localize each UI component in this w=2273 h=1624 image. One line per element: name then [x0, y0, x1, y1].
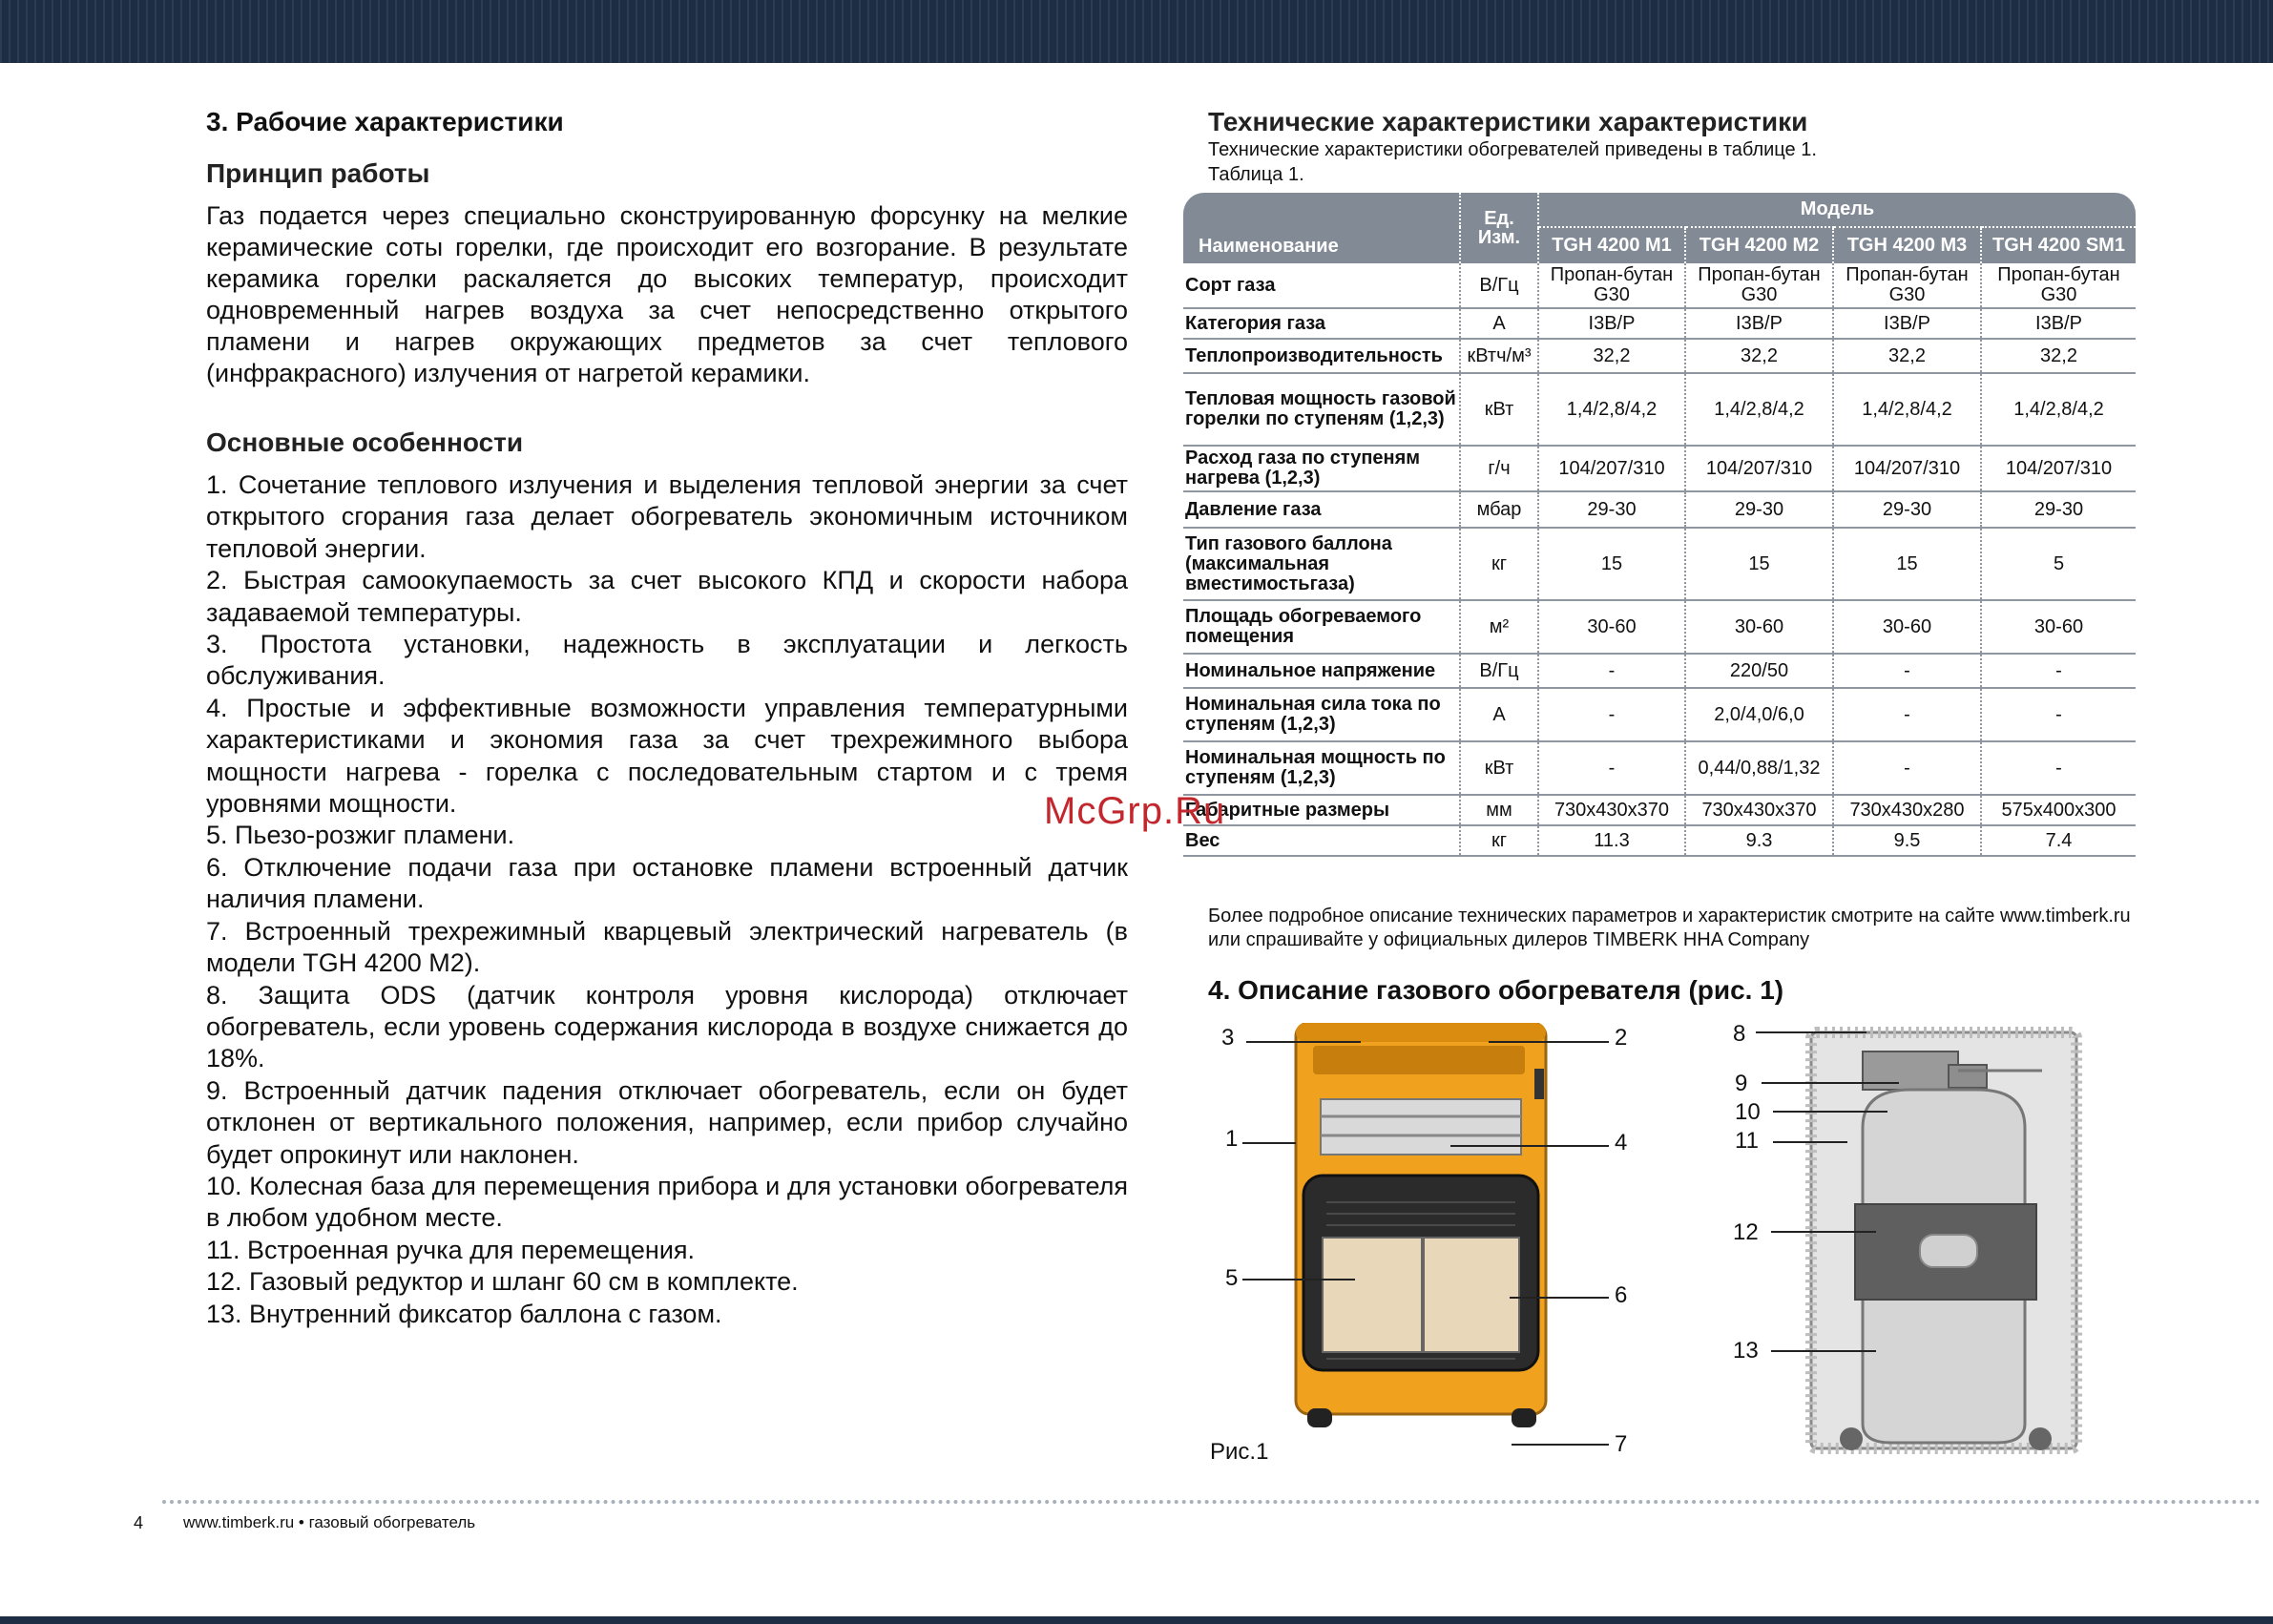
model-header: TGH 4200 M3: [1833, 227, 1981, 263]
row-value: 32,2: [1981, 339, 2136, 373]
callout-line: [1773, 1141, 1847, 1143]
tech-title: Технические характеристики характеристики: [1208, 107, 1808, 136]
row-value: 9.3: [1685, 825, 1833, 856]
header-name: Наименование: [1183, 193, 1460, 263]
row-name: Давление газа: [1183, 491, 1460, 528]
row-value: 29-30: [1833, 491, 1981, 528]
row-unit: А: [1460, 308, 1538, 339]
row-value: Пропан-бутан G30: [1833, 263, 1981, 308]
callout-10: 10: [1735, 1099, 1761, 1125]
row-value: 0,44/0,88/1,32: [1685, 741, 1833, 795]
page-number: 4: [134, 1513, 144, 1532]
row-value: 29-30: [1981, 491, 2136, 528]
row-unit: г/ч: [1460, 446, 1538, 491]
callout-6: 6: [1615, 1282, 1628, 1308]
table-row: [1183, 528, 2136, 600]
row-name: Теплопроизводительность: [1183, 339, 1460, 373]
feature-item: 13. Внутренний фиксатор баллона с газом.: [206, 1299, 722, 1328]
table-row: [1183, 688, 2136, 741]
row-value: -: [1538, 741, 1685, 795]
watermark-logo: McGrp.Ru: [1044, 790, 1226, 832]
callout-13: 13: [1733, 1338, 1759, 1364]
callout-line: [1489, 1041, 1609, 1043]
feature-item: 5. Пьезо-розжиг пламени.: [206, 821, 515, 850]
feature-item: 4. Простые и эффективные возможности управления температурными характеристиками и экономия газа за счет трехрежимного выбора мощности нагрева - горелка с последовательным стартом и с тремя уровнями мощности.: [206, 693, 1128, 819]
row-value: 104/207/310: [1685, 446, 1833, 491]
row-value: 32,2: [1833, 339, 1981, 373]
row-value: 1,4/2,8/4,2: [1538, 373, 1685, 446]
feature-item: 3. Простота установки, надежность в эксплуатации и легкость обслуживания.: [206, 630, 1128, 691]
table-row: [1183, 263, 2136, 308]
heater-back-image: [1805, 1023, 2082, 1462]
row-value: Пропан-бутан G30: [1685, 263, 1833, 308]
row-value: -: [1981, 654, 2136, 688]
table-row: [1183, 741, 2136, 795]
callout-11: 11: [1735, 1128, 1759, 1154]
table-row: [1183, 600, 2136, 654]
features-title: Основные особенности: [206, 427, 524, 457]
footnote: Более подробное описание технических параметров и характеристик смотрите на сайте www.timberk.ru или спрашивайте у официальных дилеров TIMBERK HHA Company: [1208, 906, 2131, 950]
row-unit: кВтч/м³: [1460, 339, 1538, 373]
feature-item: 9. Встроенный датчик падения отключает обогреватель, если он будет отклонен от вертикального положения, например, если прибор случайно будет опрокинут или наклонен.: [206, 1075, 1128, 1169]
callout-line: [1510, 1297, 1609, 1299]
table-row: [1183, 654, 2136, 688]
row-value: 7.4: [1981, 825, 2136, 856]
row-value: 104/207/310: [1538, 446, 1685, 491]
principle-title: Принцип работы: [206, 158, 430, 188]
row-unit: А: [1460, 688, 1538, 741]
top-decorative-band: [0, 0, 2273, 63]
callout-line: [1771, 1231, 1876, 1233]
callout-line: [1771, 1350, 1876, 1352]
callout-line: [1773, 1111, 1887, 1113]
row-value: 9.5: [1833, 825, 1981, 856]
row-value: 1,4/2,8/4,2: [1833, 373, 1981, 446]
callout-8: 8: [1733, 1021, 1746, 1047]
row-name: Номинальное напряжение: [1183, 654, 1460, 688]
row-unit: кВт: [1460, 741, 1538, 795]
row-name: Категория газа: [1183, 308, 1460, 339]
table-caption: Таблица 1.: [1208, 164, 1304, 185]
row-unit: мбар: [1460, 491, 1538, 528]
table-row: [1183, 446, 2136, 491]
feature-item: 1. Сочетание теплового излучения и выделения тепловой энергии за счет открытого сгорания газа делает обогреватель экономичным источником тепловой энергии.: [206, 470, 1128, 563]
callout-line: [1762, 1082, 1899, 1084]
row-value: -: [1833, 741, 1981, 795]
row-value: 575x400x300: [1981, 795, 2136, 825]
row-unit: мм: [1460, 795, 1538, 825]
feature-item: 10. Колесная база для перемещения прибора и для установки обогревателя в любом удобном месте.: [206, 1171, 1128, 1233]
row-value: -: [1981, 688, 2136, 741]
table-row: [1183, 795, 2136, 825]
row-value: -: [1538, 654, 1685, 688]
section-title: 3. Рабочие характеристики: [206, 107, 564, 136]
callout-3: 3: [1221, 1025, 1235, 1051]
row-unit: кВт: [1460, 373, 1538, 446]
row-value: 1,4/2,8/4,2: [1981, 373, 2136, 446]
row-name: Площадь обогреваемого помещения: [1183, 600, 1460, 654]
row-value: I3B/P: [1981, 308, 2136, 339]
row-value: 730x430x370: [1685, 795, 1833, 825]
left-column: [206, 107, 1128, 1330]
table-row: [1183, 373, 2136, 446]
row-name: Габаритные размеры: [1183, 795, 1460, 825]
callout-4: 4: [1615, 1130, 1628, 1156]
callout-line: [1756, 1031, 1866, 1033]
callout-7: 7: [1615, 1431, 1628, 1457]
row-name: Номинальная мощность по ступеням (1,2,3): [1183, 741, 1460, 795]
spec-table-body: [1183, 263, 2136, 856]
row-value: 11.3: [1538, 825, 1685, 856]
row-unit: В/Гц: [1460, 654, 1538, 688]
callout-2: 2: [1615, 1025, 1628, 1051]
description-title: 4. Описание газового обогревателя (рис. 1): [1208, 975, 1784, 1005]
table-row: [1183, 339, 2136, 373]
row-unit: В/Гц: [1460, 263, 1538, 308]
row-value: 30-60: [1538, 600, 1685, 654]
row-value: 1,4/2,8/4,2: [1685, 373, 1833, 446]
row-value: 220/50: [1685, 654, 1833, 688]
row-value: Пропан-бутан G30: [1538, 263, 1685, 308]
heater-front-image: [1288, 1023, 1555, 1443]
row-value: 104/207/310: [1833, 446, 1981, 491]
row-value: 32,2: [1538, 339, 1685, 373]
row-value: 32,2: [1685, 339, 1833, 373]
callout-line: [1246, 1041, 1361, 1043]
row-unit: кг: [1460, 528, 1538, 600]
callout-line: [1242, 1279, 1355, 1280]
model-header: TGH 4200 M1: [1538, 227, 1685, 263]
heater-back-illustration: [1805, 1023, 2082, 1462]
row-name: Номинальная сила тока по ступеням (1,2,3): [1183, 688, 1460, 741]
feature-item: 6. Отключение подачи газа при остановке пламени встроенный датчик наличия пламени.: [206, 852, 1128, 914]
footer-text: www.timberk.ru • газовый обогреватель: [183, 1513, 476, 1531]
row-name: Тепловая мощность газовой горелки по ступеням (1,2,3): [1183, 373, 1460, 446]
row-value: -: [1981, 741, 2136, 795]
row-value: I3B/P: [1685, 308, 1833, 339]
callout-5: 5: [1225, 1265, 1239, 1291]
row-name: Сорт газа: [1183, 263, 1460, 308]
row-value: 30-60: [1981, 600, 2136, 654]
row-value: 2,0/4,0/6,0: [1685, 688, 1833, 741]
row-value: 15: [1538, 528, 1685, 600]
table-row: [1183, 491, 2136, 528]
feature-item: 11. Встроенная ручка для перемещения.: [206, 1235, 696, 1264]
row-value: 30-60: [1833, 600, 1981, 654]
callout-1: 1: [1225, 1126, 1239, 1152]
table-row: [1183, 825, 2136, 856]
row-unit: кг: [1460, 825, 1538, 856]
header-unit: Ед. Изм.: [1460, 193, 1538, 263]
row-value: -: [1538, 688, 1685, 741]
row-value: -: [1833, 688, 1981, 741]
principle-text: Газ подается через специально сконструированную форсунку на мелкие керамические соты горелки, где происходит его возгорание. В результате керамика горелки раскаляется до высоких температур, происходит одновременный нагрев воздуха за счет непосредственно открытого пламени и нагрев окружающих предметов за счет теплового (инфракрасного) излучения от нагретой керамики.: [206, 201, 1128, 387]
right-column: [1183, 107, 2136, 1005]
row-value: I3B/P: [1833, 308, 1981, 339]
figure-caption: Рис.1: [1210, 1439, 1269, 1465]
row-unit: м²: [1460, 600, 1538, 654]
row-name: Тип газового баллона (максимальная вместимостьгаза): [1183, 528, 1460, 600]
row-value: 15: [1833, 528, 1981, 600]
table-row: [1183, 308, 2136, 339]
features-list: [206, 469, 1128, 1330]
model-header: TGH 4200 SM1: [1981, 227, 2136, 263]
row-value: 730x430x280: [1833, 795, 1981, 825]
row-value: Пропан-бутан G30: [1981, 263, 2136, 308]
row-value: 30-60: [1685, 600, 1833, 654]
feature-item: 8. Защита ODS (датчик контроля уровня кислорода) отключает обогреватель, если уровень содержания кислорода в воздухе снижается до 18%.: [206, 980, 1128, 1073]
feature-item: 7. Встроенный трехрежимный кварцевый электрический нагреватель (в модели TGH 4200 M2).: [206, 916, 1128, 978]
spec-table: [1183, 193, 2136, 857]
model-header: TGH 4200 M2: [1685, 227, 1833, 263]
feature-item: 2. Быстрая самоокупаемость за счет высокого КПД и скорости набора задаваемой температуры.: [206, 566, 1128, 627]
row-value: I3B/P: [1538, 308, 1685, 339]
callout-12: 12: [1733, 1219, 1759, 1245]
row-name: Вес: [1183, 825, 1460, 856]
callout-line: [1450, 1145, 1609, 1147]
heater-front-illustration: [1288, 1023, 1555, 1443]
row-value: 29-30: [1538, 491, 1685, 528]
row-value: 15: [1685, 528, 1833, 600]
callout-line: [1512, 1444, 1609, 1446]
row-value: 5: [1981, 528, 2136, 600]
tech-subtitle: Технические характеристики обогревателей приведены в таблице 1.: [1208, 139, 1817, 160]
footer-divider: [162, 1500, 2262, 1504]
row-value: 730x430x370: [1538, 795, 1685, 825]
callout-9: 9: [1735, 1071, 1748, 1096]
bottom-decorative-band: [0, 1616, 2273, 1624]
row-value: 104/207/310: [1981, 446, 2136, 491]
row-name: Расход газа по ступеням нагрева (1,2,3): [1183, 446, 1460, 491]
header-model: Модель: [1538, 193, 2136, 227]
feature-item: 12. Газовый редуктор и шланг 60 см в комплекте.: [206, 1267, 799, 1297]
callout-line: [1242, 1142, 1296, 1144]
row-value: 29-30: [1685, 491, 1833, 528]
row-value: -: [1833, 654, 1981, 688]
